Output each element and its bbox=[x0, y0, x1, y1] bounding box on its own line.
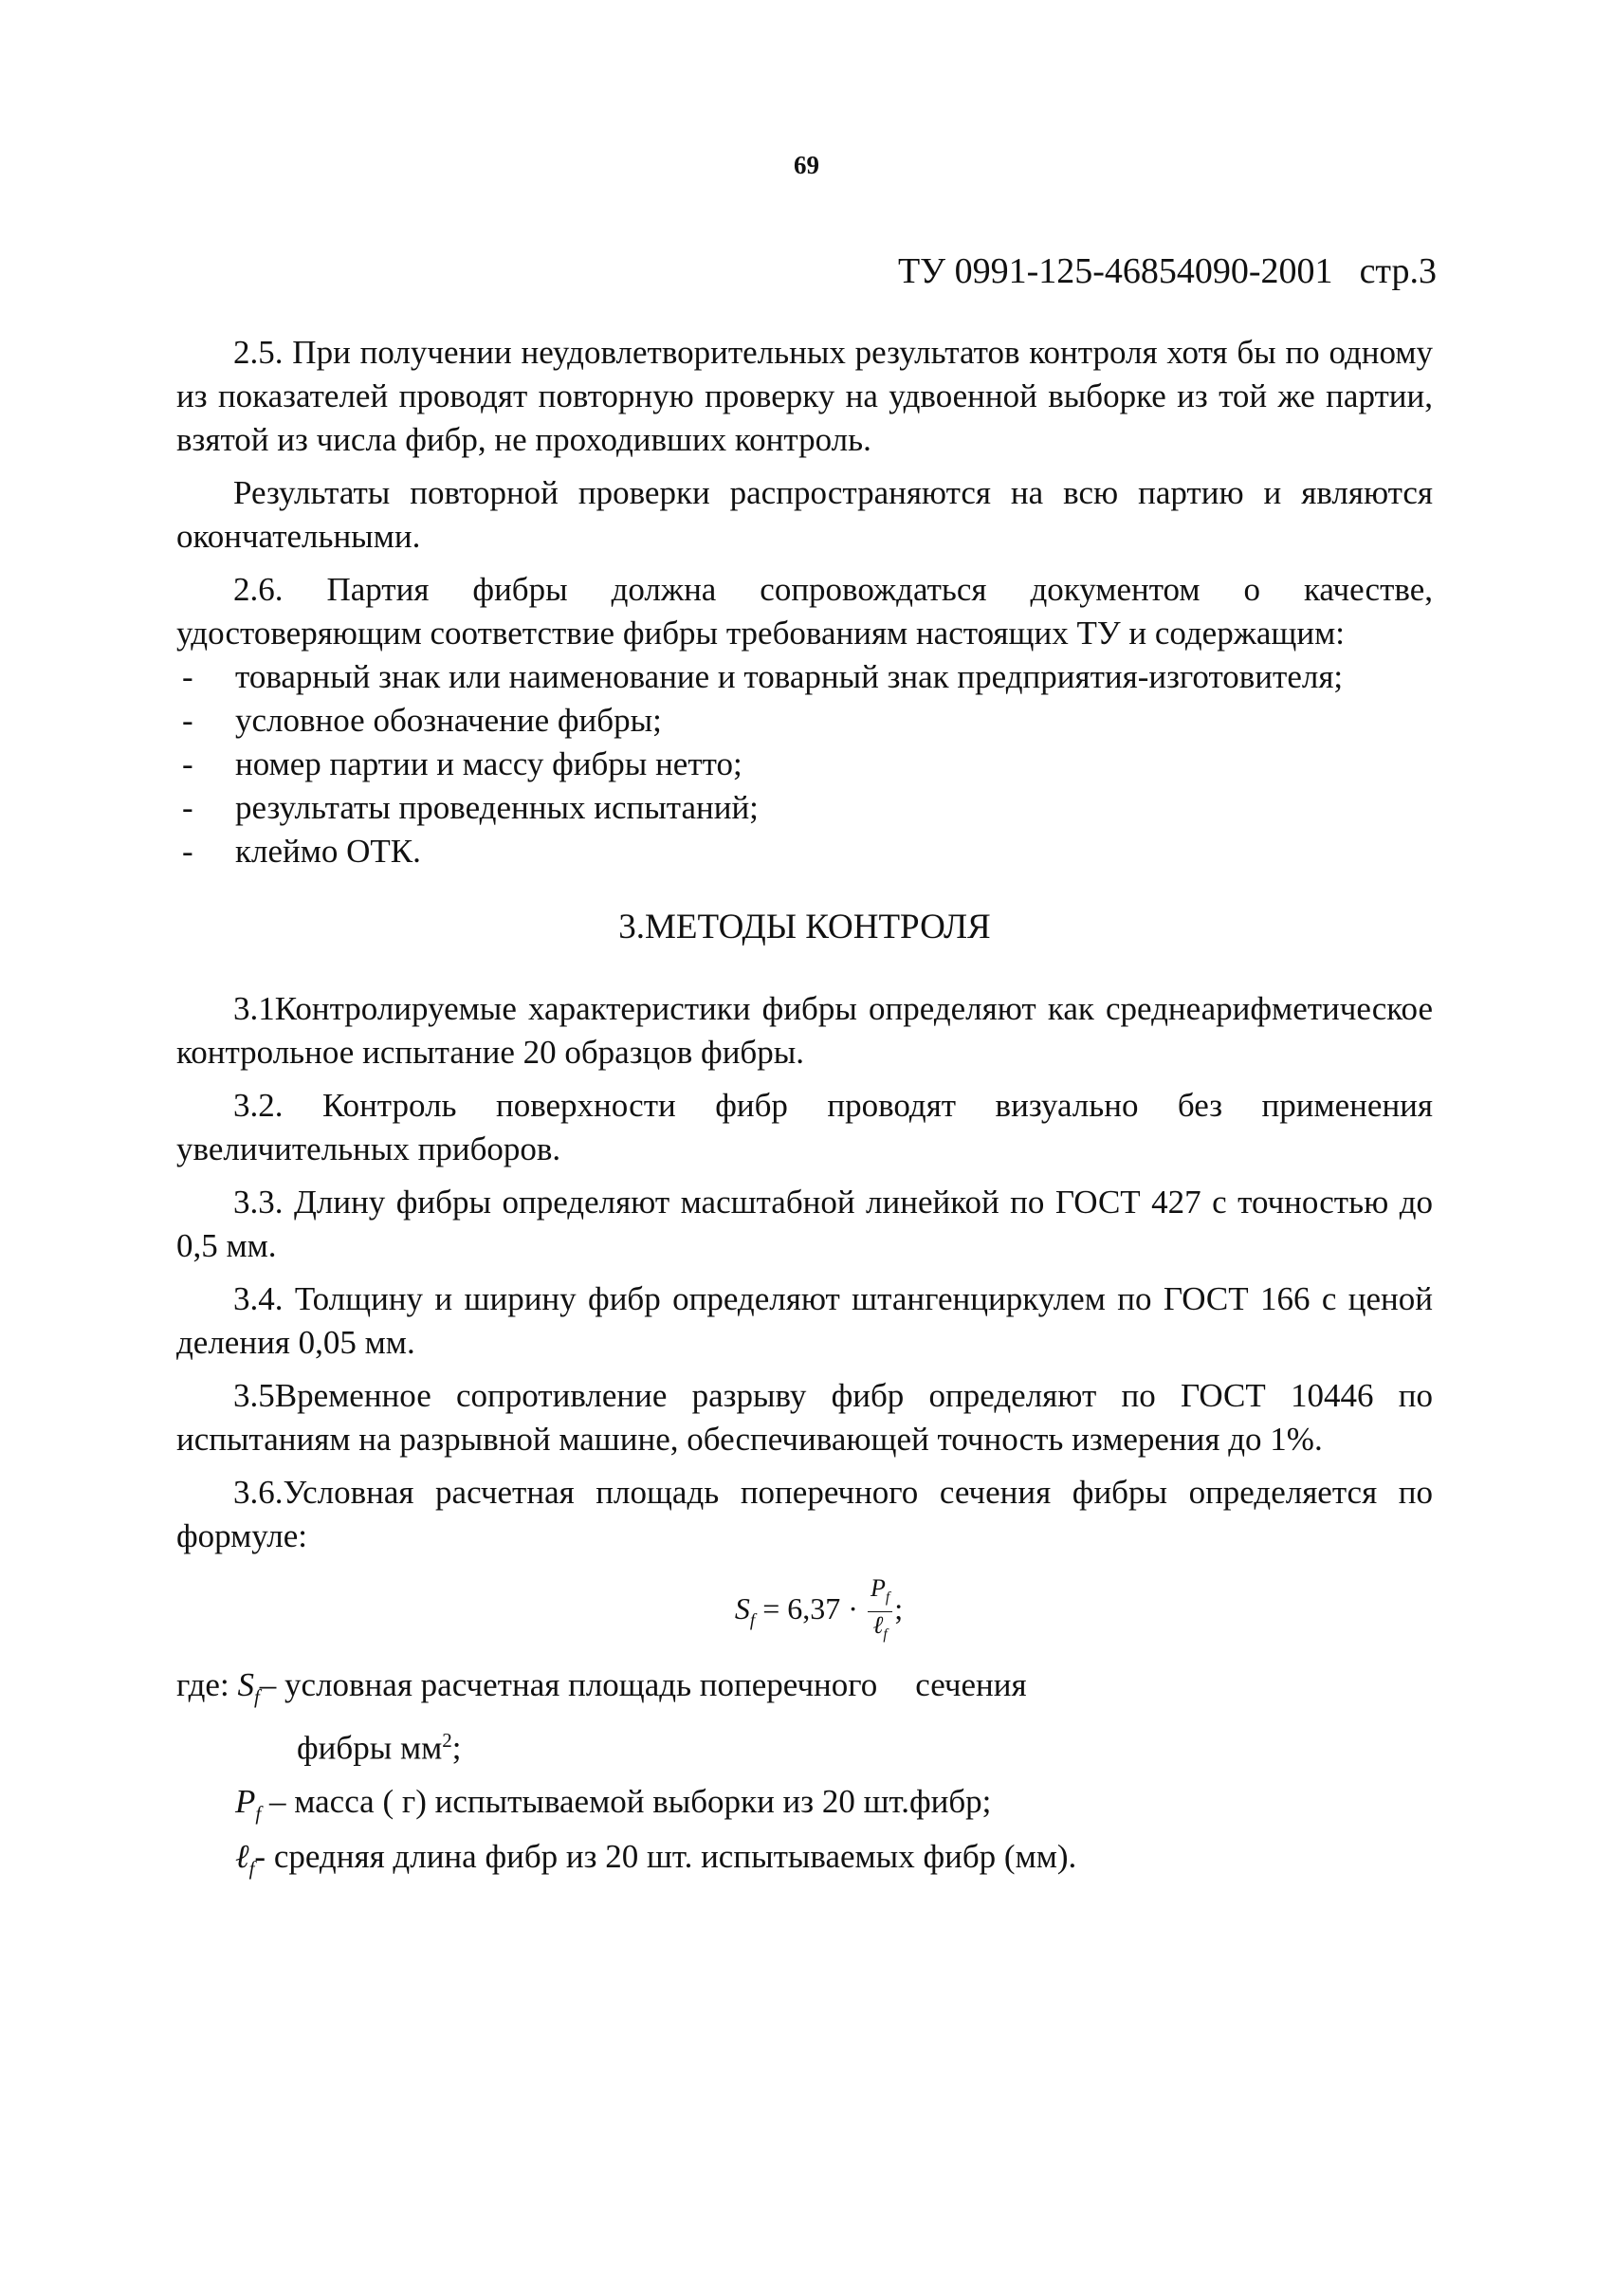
list-dash: - bbox=[182, 789, 193, 826]
legend-length-line: ℓ$_f$- средняя длина фибр из 20 шт. испытываемых фибр (мм). bbox=[235, 1838, 1077, 1881]
formula-legend bbox=[176, 1663, 1433, 1890]
list-dash: - bbox=[182, 833, 193, 870]
list-dash: - bbox=[182, 745, 193, 782]
quality-document-contents-list bbox=[176, 655, 1433, 873]
document-header bbox=[898, 249, 1437, 293]
paragraph-3-2: 3.2. Контроль поверхности фибр проводят визуально без применения увеличительных приборов. bbox=[176, 1087, 1433, 1167]
paragraph-2-5-result: Результаты повторной проверки распространяются на всю партию и являются окончательными. bbox=[176, 474, 1433, 555]
formula-tail: ; bbox=[894, 1591, 904, 1626]
formula-lhs-symbol: S bbox=[734, 1591, 750, 1626]
list-item: - клеймо ОТК. bbox=[176, 830, 1433, 873]
document-code: ТУ 0991-125-46854090-2001 bbox=[897, 251, 1333, 291]
formula-coefficient: = 6,37 · bbox=[755, 1591, 866, 1626]
formula-lhs-subscript: f bbox=[749, 1610, 756, 1631]
legend-area-line: где: $S_f-$ условная расчетная площадь поперечного сечения bbox=[176, 1666, 1027, 1709]
paragraph-3-6: 3.6.Условная расчетная площадь поперечного сечения фибры определяется по формуле: bbox=[176, 1474, 1433, 1554]
cross-section-formula bbox=[205, 1575, 1433, 1648]
legend-area-unit-line: фибры $мм^2$; bbox=[297, 1729, 462, 1768]
list-dash: - bbox=[182, 702, 193, 739]
list-item: - условное обозначение фибры; bbox=[176, 699, 1433, 743]
paragraph-2-6: 2.6. Партия фибры должна сопровождаться документом о качестве, удостоверяющим соответствие фибры требованиям настоящих ТУ и содержащим: bbox=[176, 571, 1433, 652]
section-title: 3.МЕТОДЫ КОНТРОЛЯ bbox=[618, 908, 991, 946]
legend-mass-line: $P_f$ – масса ( г) испытываемой выборки из 20 шт.фибр; bbox=[235, 1783, 992, 1826]
list-item: - результаты проведенных испытаний; bbox=[176, 786, 1433, 830]
formula-denominator: ℓ$_f$ bbox=[872, 1611, 888, 1644]
paragraph-3-3: 3.3. Длину фибры определяют масштабной линейкой по ГОСТ 427 с точностью до 0,5 мм. bbox=[176, 1184, 1433, 1264]
paragraph-3-4: 3.4. Толщину и ширину фибр определяют штангенциркулем по ГОСТ 166 с ценой деления 0,05 мм. bbox=[176, 1280, 1433, 1361]
list-item: - товарный знак или наименование и товарный знак предприятия-изготовителя; bbox=[176, 655, 1433, 699]
page-content bbox=[176, 331, 1433, 1890]
page-number: 69 bbox=[794, 151, 819, 179]
formula-fraction bbox=[868, 1575, 892, 1648]
sheet-number: стр.3 bbox=[1359, 251, 1437, 291]
formula-numerator: $P_f$ bbox=[868, 1575, 892, 1612]
paragraph-3-5: 3.5Временное сопротивление разрыву фибр определяют по ГОСТ 10446 по испытаниям на разрывной машине, обеспечивающей точность измерения до 1%. bbox=[176, 1377, 1433, 1458]
paragraph-3-1: 3.1Контролируемые характеристики фибры определяют как среднеарифметическое контрольное испытание 20 образцов фибры. bbox=[176, 990, 1433, 1071]
paragraph-2-5: 2.5. При получении неудовлетворительных результатов контроля хотя бы по одному из показателей проводят повторную проверку на удвоенной выборке из той же партии, взятой из числа фибр, не проходивших контроль. bbox=[176, 334, 1433, 458]
list-item: - номер партии и массу фибры нетто; bbox=[176, 743, 1433, 786]
list-dash: - bbox=[182, 658, 193, 695]
